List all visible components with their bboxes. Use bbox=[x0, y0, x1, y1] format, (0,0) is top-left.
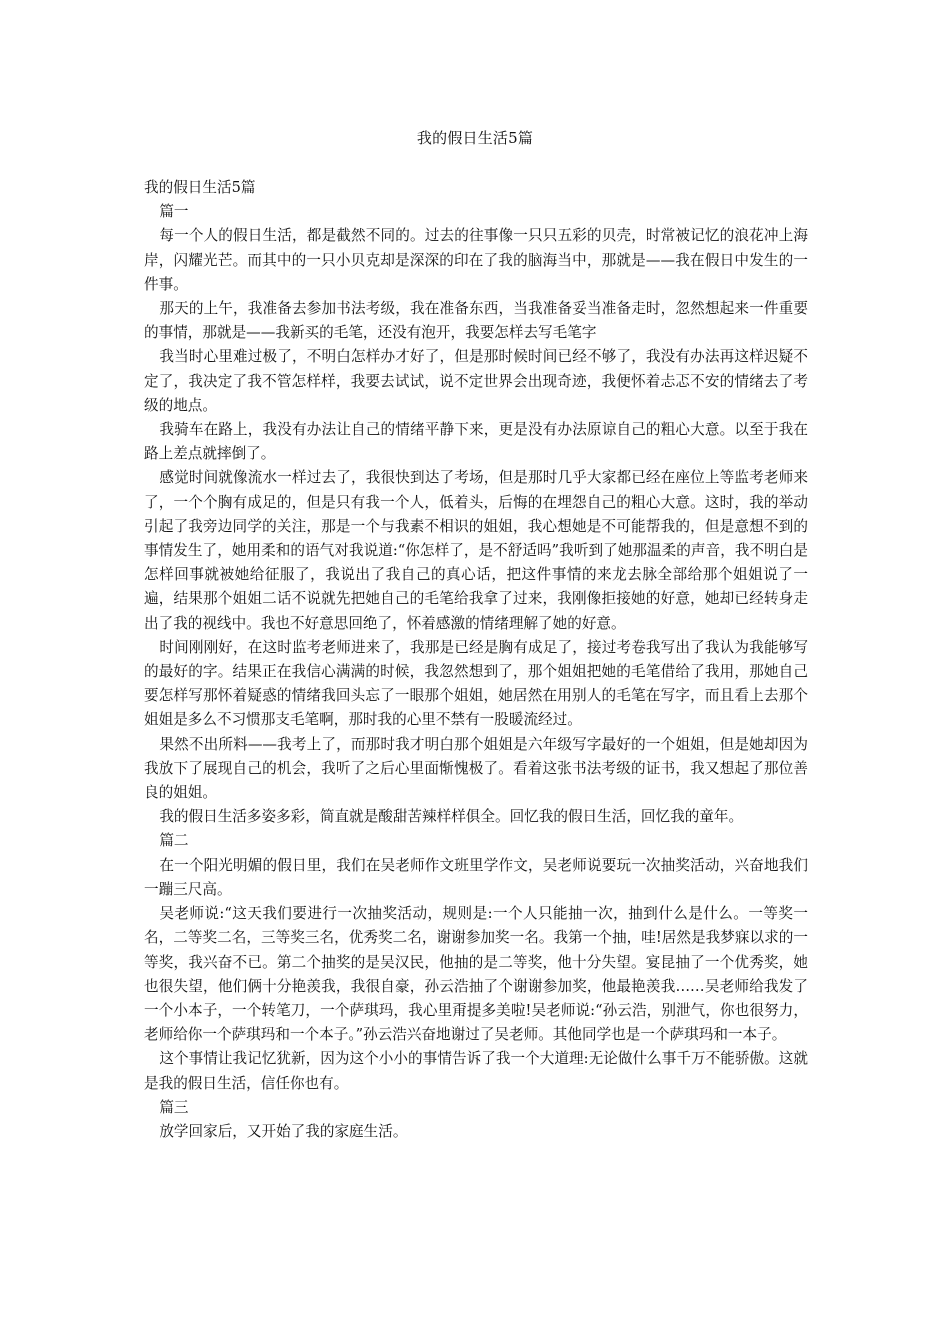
paragraph: 每一个人的假日生活，都是截然不同的。过去的往事像一只只五彩的贝壳，时常被记忆的浪花冲上海岸，闪耀光芒。而其中的一只小贝克却是深深的印在了我的脑海当中，那就是——我在假日中发生的一件事。 bbox=[144, 227, 808, 293]
paragraph: 这个事情让我记忆犹新，因为这个小小的事情告诉了我一个大道理:无论做什么事千万不能骄傲。这就是我的假日生活，信任你也有。 bbox=[144, 1050, 808, 1092]
paragraph: 我的假日生活多姿多彩，简直就是酸甜苦辣样样俱全。回忆我的假日生活，回忆我的童年。 bbox=[159, 808, 744, 826]
document-title: 我的假日生活5篇 bbox=[416, 129, 534, 147]
paragraph: 在一个阳光明媚的假日里，我们在吴老师作文班里学作文，吴老师说要玩一次抽奖活动，兴奋地我们一蹦三尺高。 bbox=[144, 856, 808, 898]
section-heading-1: 篇一 bbox=[159, 203, 189, 221]
paragraph: 放学回家后，又开始了我的家庭生活。 bbox=[159, 1122, 408, 1140]
section-heading-3: 篇三 bbox=[159, 1098, 189, 1116]
paragraph: 果然不出所料——我考上了，而那时我才明白那个姐姐是六年级写字最好的一个姐姐，但是她却因为我放下了展现自己的机会，我听了之后心里面惭愧极了。看着这张书法考级的证书，我又想起了那位善良的姐姐。 bbox=[144, 735, 808, 802]
paragraph: 吴老师说:“这天我们要进行一次抽奖活动，规则是:一个人只能抽一次，抽到什么是什么。一等奖一名，二等奖二名，三等奖三名，优秀奖二名，谢谢参加奖一名。我第一个抽，哇!居然是我梦寐以求的一等奖，我兴奋不已。第二个抽奖的是吴汉民，他抽的是二等奖，他十分失望。宴昆抽了一个优秀奖，她也很失望，他们俩十分艳羡我，我很自豪，孙云浩抽了个谢谢参加奖，他最艳羡我……吴老师给我发了一个小本子，一个转笔刀，一个萨琪玛，我心里甭提多美啦!吴老师说:“孙云浩，别泄气，你也很努力，老师给你一个萨琪玛和一个本子。”孙云浩兴奋地谢过了吴老师。其他同学也是一个萨琪玛和一本子。 bbox=[144, 905, 808, 1044]
paragraph: 我当时心里难过极了，不明白怎样办才好了，但是那时候时间已经不够了，我没有办法再这样迟疑不定了，我决定了我不管怎样样，我要去试试，说不定世界会出现奇迹，我便怀着忐忑不安的情绪去了考级的地点。 bbox=[144, 348, 808, 414]
paragraph: 感觉时间就像流水一样过去了，我很快到达了考场，但是那时几乎大家都已经在座位上等监考老师来了，一个个胸有成足的，但是只有我一个人，低着头，后悔的在埋怨自己的粗心大意。这时，我的举动引起了我旁边同学的关注，那是一个与我素不相识的姐姐，我心想她是不可能帮我的，但是意想不到的事情发生了，她用柔和的语气对我说道:“你怎样了，是不舒适吗”我听到了她那温柔的声音，我不明白是怎样回事就被她给征服了，我说出了我自己的真心话，把这件事情的来龙去脉全部给那个姐姐说了一遍，结果那个姐姐二话不说就先把她自己的毛笔给我拿了过来，我刚像拒接她的好意，她却已经转身走出了我的视线中。我也不好意思回绝了，怀着感激的情绪理解了她的好意。 bbox=[144, 469, 808, 632]
document-body bbox=[144, 176, 808, 1144]
paragraph: 那天的上午，我准备去参加书法考级，我在准备东西，当我准备妥当准备走时，忽然想起来一件重要的事情，那就是——我新买的毛笔，还没有泡开，我要怎样去写毛笔字 bbox=[144, 300, 808, 342]
paragraph: 时间刚刚好，在这时监考老师进来了，我那是已经是胸有成足了，接过考卷我写出了我认为我能够写的最好的字。结果正在我信心满满的时候，我忽然想到了，那个姐姐把她的毛笔借给了我用，那她自己要怎样写那怀着疑惑的情绪我回头忘了一眼那个姐姐，她居然在用别人的毛笔在写字，而且看上去那个姐姐是多么不习惯那支毛笔啊，那时我的心里不禁有一股暖流经过。 bbox=[144, 638, 808, 729]
paragraph: 我骑车在路上，我没有办法让自己的情绪平静下来，更是没有办法原谅自己的粗心大意。以至于我在路上差点就摔倒了。 bbox=[144, 421, 808, 463]
section-heading-2: 篇二 bbox=[159, 832, 189, 850]
document-subtitle: 我的假日生活5篇 bbox=[144, 179, 256, 196]
